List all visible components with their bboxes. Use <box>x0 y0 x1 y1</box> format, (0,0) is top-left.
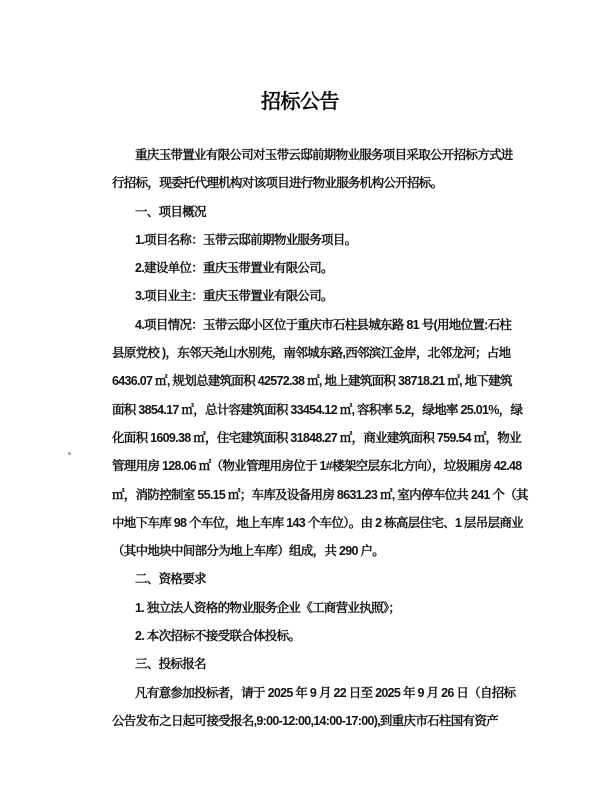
intro-paragraph-line: 重庆玉带置业有限公司对玉带云邸前期物业服务项目采取公开招标方式进 <box>135 148 513 162</box>
item-project-details-line: 管理用房 128.06 ㎡（物业管理用房位于 1#楼架空层东北方向），垃圾厢房 42.48 <box>112 459 522 474</box>
registration-paragraph-line: 公告发布之日起可接受报名,9:00-12:00,14:00-17:00),到重庆市石柱国有资产 <box>112 713 498 728</box>
item-project-details-line: 中地下车库 98 个车位，地上车库 143 个车位）。由 2 栋高层住宅、1 层吊层商业 <box>112 515 523 530</box>
item-construction-unit: 2.建设单位：重庆玉带置业有限公司。 <box>135 261 333 276</box>
item-project-details-line: ㎡，消防控制室 55.15 ㎡；车库及设备用房 8631.23 ㎡, 室内停车位共 241 个（其 <box>112 487 528 502</box>
section-heading-project-overview: 一、项目概况 <box>135 204 206 219</box>
item-project-name: 1.项目名称：玉带云邸前期物业服务项目。 <box>135 232 357 247</box>
item-project-owner: 3.项目业主：重庆玉带置业有限公司。 <box>135 289 333 304</box>
item-project-details-line: 4.项目情况：玉带云邸小区位于重庆市石柱县城东路 81 号(用地位置:石柱 <box>135 317 512 332</box>
section-heading-qualification: 二、资格要求 <box>135 572 206 587</box>
scan-artifact-speck <box>68 452 71 455</box>
item-project-details-line: 面积 3854.17 ㎡，总计容建筑面积 33454.12 ㎡, 容积率 5.2，绿地率 25.01%，绿 <box>112 402 523 417</box>
document-body <box>112 141 552 735</box>
section-heading-bid-registration: 三、投标报名 <box>135 657 206 672</box>
document-title: 招标公告 <box>261 91 339 113</box>
item-qualification-1: 1. 独立法人资格的物业服务企业《工商营业执照》； <box>135 600 401 615</box>
item-qualification-2: 2. 本次招标不接受联合体投标。 <box>135 629 301 644</box>
registration-paragraph-line: 凡有意参加投标者，请于 2025 年 9 月 22 日至 2025 年 9 月 26 日（自招标 <box>135 685 516 700</box>
item-project-details-line: 化面积 1609.38 ㎡，住宅建筑面积 31848.27 ㎡，商业建筑面积 759.54 ㎡，物业 <box>112 430 521 445</box>
item-project-details-line: （其中地块中间部分为地上车库）组成，共 290 户。 <box>112 544 385 559</box>
intro-paragraph-line: 行招标，现委托代理机构对该项目进行物业服务机构公开招标。 <box>112 176 443 191</box>
item-project-details-line: 县原党校 )，东邻天尧山水别苑，南邻城东路,西邻滨江金岸，北邻龙河；占地 <box>112 346 511 361</box>
item-project-details-line: 6436.07 ㎡, 规划总建筑面积 42572.38 ㎡, 地上建筑面积 38718.21 ㎡, 地下建筑 <box>112 374 512 389</box>
